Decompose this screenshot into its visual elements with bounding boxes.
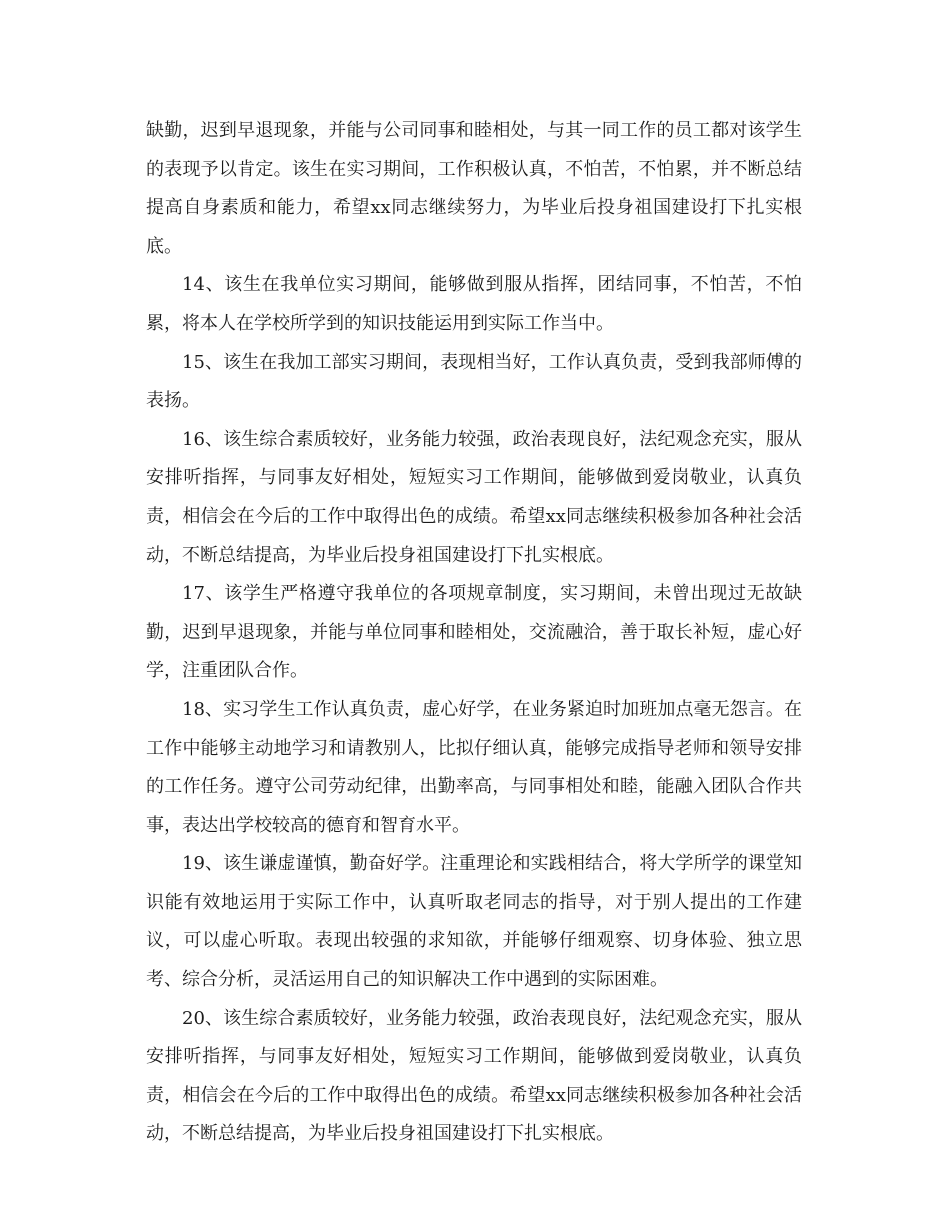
paragraph-14: 14、该生在我单位实习期间，能够做到服从指挥，团结同事，不怕苦，不怕累，将本人在学校所学到的知识技能运用到实际工作当中。: [146, 274, 802, 334]
paragraph-18: 18、实习学生工作认真负责，虚心好学，在业务紧迫时加班加点毫无怨言。在工作中能够主动地学习和请教别人，比拟仔细认真，能够完成指导老师和领导安排的工作任务。遵守公司劳动纪律，出勤率高，与同事相处和睦，能融入团队合作共事，表达出学校较高的德育和智育水平。: [146, 698, 802, 836]
paragraph-13-continued: 缺勤，迟到早退现象，并能与公司同事和睦相处，与其一同工作的员工都对该学生的表现予以肯定。该生在实习期间，工作积极认真，不怕苦，不怕累，并不断总结提高自身素质和能力，希望xx同志继续努力，为毕业后投身祖国建设打下扎实根底。: [146, 120, 802, 257]
document-body: [146, 112, 802, 1154]
paragraph-20: 20、该生综合素质较好，业务能力较强，政治表现良好，法纪观念充实，服从安排听指挥，与同事友好相处，短短实习工作期间，能够做到爱岗敬业，认真负责，相信会在今后的工作中取得出色的成绩。希望xx同志继续积极参加各种社会活动，不断总结提高，为毕业后投身祖国建设打下扎实根底。: [146, 1007, 802, 1145]
paragraph-17: 17、该学生严格遵守我单位的各项规章制度，实习期间，未曾出现过无故缺勤，迟到早退现象，并能与单位同事和睦相处，交流融洽，善于取长补短，虚心好学，注重团队合作。: [146, 583, 802, 682]
paragraph-15: 15、该生在我加工部实习期间，表现相当好，工作认真负责，受到我部师傅的表扬。: [146, 351, 802, 412]
paragraph-16: 16、该生综合素质较好，业务能力较强，政治表现良好，法纪观念充实，服从安排听指挥，与同事友好相处，短短实习工作期间，能够做到爱岗敬业，认真负责，相信会在今后的工作中取得出色的成绩。希望xx同志继续积极参加各种社会活动，不断总结提高，为毕业后投身祖国建设打下扎实根底。: [146, 428, 802, 566]
paragraph-19: 19、该生谦虚谨慎，勤奋好学。注重理论和实践相结合，将大学所学的课堂知识能有效地运用于实际工作中，认真听取老同志的指导，对于别人提出的工作建议，可以虚心听取。表现出较强的求知欲，并能够仔细观察、切身体验、独立思考、综合分析，灵活运用自己的知识解决工作中遇到的实际困难。: [146, 853, 802, 991]
